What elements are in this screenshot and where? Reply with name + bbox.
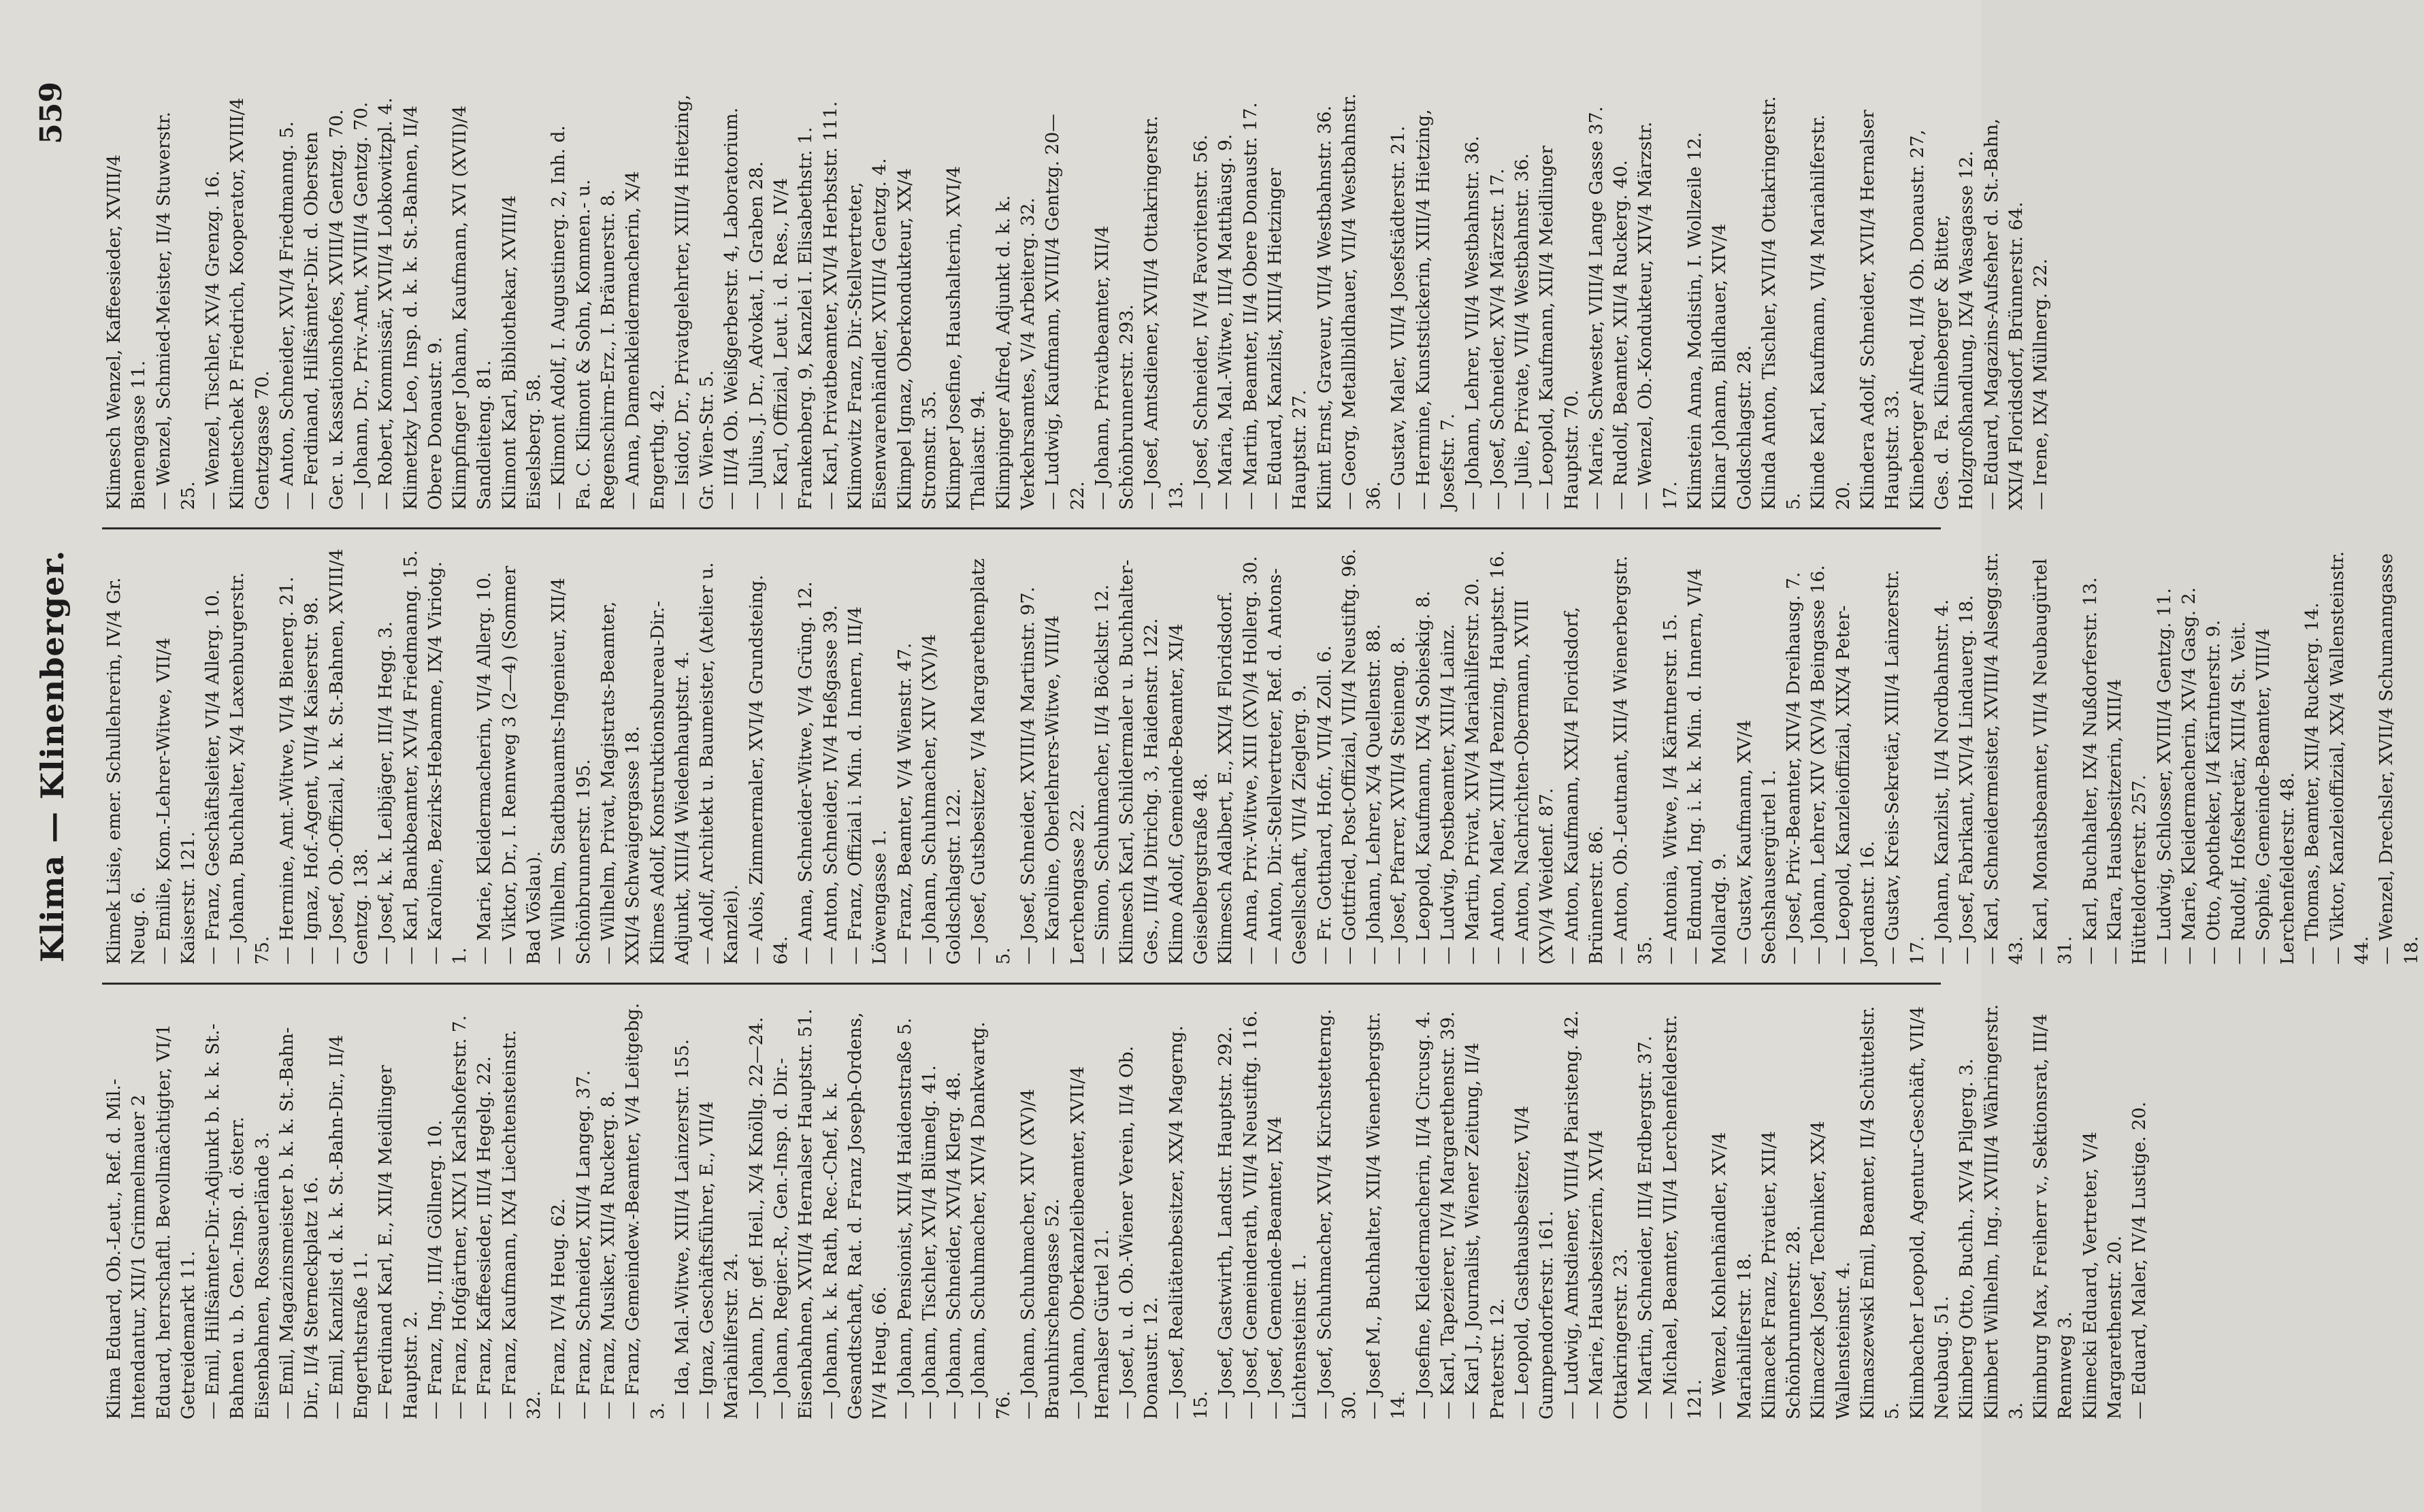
- directory-entry: — Johann, Tischler, XVI/4 Blümelg. 41.: [918, 1065, 940, 1419]
- directory-entry: — Emilie, Kom.-Lehrer-Witwe, VII/4 Kaiserstr. 121.: [152, 637, 199, 965]
- directory-entry: — Franz, Hofgärtner, XIX/1 Karlshoferstr. 7.: [449, 1015, 471, 1419]
- directory-entry: Klimesch Karl, Schildermaler u. Buchhalter-Ges., III/4 Ditrichg. 3, Haidenstr. 122.: [1116, 559, 1162, 965]
- directory-entry: Eduard, herrschaftl. Bevollmächtigter, VI/1 Getreidemarkt 11.: [152, 1023, 199, 1419]
- directory-entry: Klimes Adolf, Konstruktionsbureau-Dir.-Adjunkt, XIII/4 Wiedenhauptstr. 4.: [646, 600, 693, 965]
- directory-entry: — Karl, Privatbeamter, XVI/4 Herbststr. 111.: [819, 101, 841, 510]
- directory-entry: — Gottfried, Post-Offizial, VII/4 Neustiftg. 96.: [1338, 548, 1360, 965]
- directory-entry: — Eduard, Kanzlist, XIII/4 Hietzinger Hauptstr. 27.: [1264, 167, 1311, 510]
- directory-entry: Klimesch Wenzel, Kaffeesieder, XVIII/4 Bienengasse 11.: [103, 154, 150, 510]
- directory-entry: — Franz, IV/4 Heug. 62.: [548, 1198, 570, 1419]
- directory-entry: — Johann, Privatbeamter, XII/4 Schönbrunnerstr. 293.: [1091, 225, 1138, 510]
- directory-entry: Klimowitz Franz, Dir.-Stellvertreter, Eisenwarenhändler, XVIII/4 Gentzg. 4.: [844, 158, 891, 510]
- directory-entry: — Wenzel, Ob.-Kondukteur, XIV/4 Märzstr. 17.: [1635, 121, 1681, 510]
- directory-entry: — Franz, Beamter, V/4 Wienstr. 47.: [894, 642, 915, 965]
- directory-entry: — Josef M., Buchhalter, XII/4 Wienerbergstr. 14.: [1363, 1011, 1409, 1419]
- directory-entry: — Julie, Private, VII/4 Westbahnstr. 36.: [1511, 153, 1533, 510]
- directory-entry: — Wenzel, Kohlenhändler, XV/4 Mariahilferstr. 18.: [1709, 1132, 1755, 1419]
- directory-entry: — Ludwig, Postbeamter, XIII/4 Lainz.: [1437, 623, 1459, 965]
- column-1: [102, 985, 2150, 1437]
- directory-entry: — Karl, Buchhalter, IX/4 Nußdorferstr. 13.: [2079, 577, 2101, 965]
- columns: [102, 75, 2422, 1437]
- directory-entry: — Josef, Ob.-Offizial, k. k. St.-Bahnen, XVIII/4 Gentzg. 138.: [325, 548, 372, 965]
- directory-entry: — Ferdinand, Hilfsämter-Dir. d. Obersten Ger. u. Kassationshofes, XVIII/4 Gentzg. 70.: [301, 109, 347, 510]
- directory-entry: — Karoline, Bezirks-Hebamme, IX/4 Viriotg. 1.: [424, 561, 471, 965]
- directory-entry: — Ignaz, Geschäftsführer, E., VII/4 Mariahilferstr. 24.: [696, 1101, 742, 1419]
- directory-entry: — Leopold, Kaufmann, IX/4 Sobieskig. 8.: [1412, 590, 1434, 965]
- directory-entry: — Wenzel, Drechsler, XVII/4 Schumanngasse 18.: [2376, 553, 2422, 965]
- directory-entry: — Julius, J. Dr., Advokat, I. Graben 28.: [745, 161, 767, 510]
- directory-entry: — Fr. Gotthard, Hofr., VII/4 Zoll. 6.: [1313, 645, 1335, 965]
- directory-entry: — Hermine, Amt.-Witwe, VI/4 Bienerg. 21.: [276, 576, 298, 965]
- directory-entry: — Klimont Adolf, I. Augustinerg. 2, Inh. d. Fa. C. Klimont & Sohn, Kommen.- u. Regenschirm-Erz., I. Bräunerstr. 8.: [548, 125, 619, 510]
- directory-entry: — Josef, Gastwirth, Landstr. Hauptstr. 292.: [1215, 1026, 1236, 1419]
- page-title: Klima — Klinenberger.: [34, 549, 71, 963]
- directory-entry: — Johann, Lehrer, X/4 Quellenstr. 88.: [1363, 623, 1385, 965]
- directory-entry: — Leopold, Gasthausbesitzer, VI/4 Gumpendorferstr. 161.: [1511, 1105, 1558, 1419]
- directory-entry: Klindera Adolf, Schneider, XVII/4 Hernalser Hauptstr. 33.: [1857, 110, 1903, 510]
- directory-entry: — Josef, Gutsbesitzer, V/4 Margarethenplatz 5.: [968, 558, 1014, 965]
- directory-entry: — Wilhelm, Stadtbauamts-Ingenieur, XII/4 Schönbrunnerstr. 195.: [548, 577, 594, 965]
- directory-entry: — Ferdinand Karl, E., XII/4 Meidlinger Hauptstr. 2.: [375, 1065, 421, 1419]
- directory-entry: — Josef, Realitätenbesitzer, XX/4 Magerng. 15.: [1165, 1025, 1212, 1419]
- directory-entry: — Marie, Kleidermacherin, VI/4 Allerg. 10.: [474, 572, 495, 965]
- directory-entry: — Simon, Schuhmacher, II/4 Böcklstr. 12.: [1091, 584, 1113, 965]
- directory-entry: — Gustav, Kreis-Sekretär, XIII/4 Lainzerstr. 17.: [1882, 570, 1928, 965]
- directory-entry: — Johann, Lehrer, VII/4 Westbahnstr. 36.: [1462, 135, 1484, 510]
- directory-entry: — Emil, Kanzlist d. k. k. St.-Bahn-Dir., II/4 Engerthstraße 11.: [325, 1034, 372, 1419]
- directory-entry: — Josef, Schneider, XVIII/4 Martinstr. 97.: [1017, 587, 1038, 965]
- directory-entry: — Ludwig, Kaufmann, XVIII/4 Gentzg. 20—22.: [1042, 114, 1088, 510]
- directory-entry: — Antonia, Witwe, I/4 Kärntnerstr. 15.: [1659, 613, 1681, 965]
- directory-entry: — Georg, Metallbildhauer, VII/4 Westbahnstr. 36.: [1338, 93, 1385, 510]
- directory-entry: — Josef, Priv.-Beamter, XIV/4 Dreihausg. 7.: [1783, 572, 1805, 965]
- directory-entry: — Leopold, Kaufmann, XII/4 Meidlinger Hauptstr. 70.: [1536, 145, 1582, 510]
- directory-entry: — Otto, Apotheker, I/4 Kärntnerstr. 9.: [2203, 619, 2225, 965]
- directory-entry: — Johann, Schuhmacher, XIV/4 Dankwartg. 76.: [968, 1021, 1014, 1419]
- directory-entry: — Anton, Kaufmann, XXI/4 Floridsdorf, Brünnerstr. 86.: [1560, 606, 1607, 965]
- directory-entry: — Robert, Kommissär, XVII/4 Lobkowitzpl. 4.: [375, 97, 397, 510]
- directory-entry: Klima Eduard, Ob.-Leut., Ref. d. Mil.-Intendantur, XII/1 Grimmelmauer 2: [103, 1079, 150, 1419]
- directory-entry: — Anna, Schneider-Witwe, V/4 Grüng. 12.: [795, 581, 817, 965]
- directory-entry: — Marie, Hausbesitzerin, XVI/4 Ottakringerstr. 23.: [1585, 1130, 1632, 1419]
- directory-entry: — Eduard, Maler, IV/4 Lustige. 20.: [2129, 1101, 2150, 1419]
- directory-entry: — Franz, Ing., III/4 Göllnerg. 10.: [424, 1119, 446, 1419]
- directory-entry: — Johann, Kanzlist, II/4 Nordbahnstr. 4.: [1931, 599, 1952, 965]
- directory-entry: Klimpfinger Johann, Kaufmann, XVI (XVII)/4 Sandleiteng. 81.: [449, 105, 495, 510]
- directory-entry: — Karoline, Oberlehrers-Witwe, VIII/4 Lerchengasse 22.: [1042, 615, 1088, 965]
- directory-entry: — Ida, Mal.-Witwe, XIII/4 Lainzerstr. 155.: [671, 1038, 693, 1419]
- directory-entry: — Marie, Schwester, VIII/4 Lange Gasse 37.: [1585, 106, 1607, 510]
- directory-entry: — Josef, Schneider, IV/4 Favoritenstr. 56.: [1190, 134, 1212, 510]
- directory-entry: Klimek Lisie, emer. Schullehrerin, IV/4 Gr. Neug. 6.: [103, 577, 150, 965]
- directory-entry: — Johann, Schuhmacher, XIV (XV)/4 Braunhirschengasse 52.: [1017, 1088, 1064, 1419]
- directory-entry: — Eduard, Magazins-Aufseher d. St.-Bahn, XXI/4 Floridsdorf, Brünnerstr. 64.: [1980, 118, 2027, 510]
- directory-entry: Klimesch Adalbert, E., XXI/4 Floridsdorf.: [1215, 591, 1236, 965]
- directory-entry: Klimecki Eduard, Vertreter, V/4 Margarethenstr. 20.: [2079, 1132, 2126, 1419]
- directory-entry: — Hermine, Kunststickerin, XIII/4 Hietzing, Josefstr. 7.: [1412, 109, 1459, 510]
- directory-entry: — Johann, Regier.-R., Gen.-Insp. d. Dir.-Eisenbahnen, XVII/4 Hernalser Hauptstr. 51.: [770, 1008, 817, 1419]
- directory-entry: — Johann, Pensionist, XII/4 Haidenstraße 5.: [894, 1017, 915, 1419]
- directory-entry: — Karl, Schneidermeister, XVIII/4 Alsegg.str. 43.: [1980, 552, 2027, 965]
- directory-entry: — Anton, Schneider, XVI/4 Friedmanng. 5.: [276, 121, 298, 510]
- directory-entry: Klimbacher Leopold, Agentur-Geschäft, VII/4 Neubaug. 51.: [1906, 1006, 1952, 1419]
- directory-entry: — Ignaz, Hof.-Agent, VII/4 Kaiserstr. 98.: [301, 596, 323, 965]
- directory-entry: — Franz, Kaufmann, IX/4 Liechtensteinstr. 32.: [498, 1030, 545, 1419]
- directory-entry: — Johann, Dr., Priv.-Amt, XVIII/4 Gentzg. 70.: [350, 101, 372, 510]
- directory-entry: — Viktor, Kanzleioffizial, XX/4 Wallensteinstr. 44.: [2326, 550, 2373, 965]
- directory-entry: — Josef, u. d. Ob.-Wiener Verein, II/4 Ob. Donaustr. 12.: [1116, 1046, 1162, 1419]
- directory-entry: — Anton, Schneider, IV/4 Heßgasse 39.: [819, 604, 841, 965]
- directory-entry: — Gustav, Kaufmann, XV/4 Sechshausergürtel 1.: [1733, 719, 1780, 965]
- directory-entry: — Emil, Magazinsmeister b. k. k. St.-Bahn-Dir., II/4 Sterneckplatz 16.: [276, 1027, 323, 1419]
- directory-entry: — Wenzel, Schmied-Meister, II/4 Stuwerstr. 25.: [152, 112, 199, 510]
- directory-entry: — Anna, Priv.-Witwe, XIII (XV)/4 Hollerg. 30.: [1239, 556, 1261, 965]
- directory-entry: — Gustav, Maler, VII/4 Josefstädterstr. 21.: [1388, 125, 1409, 510]
- directory-entry: — Franz, Offizial i. Min. d. Innern, III/4 Löwengasse 1.: [844, 606, 891, 965]
- directory-entry: — Martin, Beamter, II/4 Obere Donaustr. 17.: [1239, 102, 1261, 510]
- directory-entry: — Johann, Schuhmacher, XIV (XV)/4 Goldschlagstr. 122.: [918, 634, 965, 965]
- page-header: [27, 82, 88, 1430]
- directory-entry: Klimpel Ignaz, Oberkondukteur, XX/4 Stromstr. 35.: [894, 168, 940, 510]
- directory-entry: — Josef, Gemeinde-Beamter, IX/4 Lichtensteinstr. 1.: [1264, 1116, 1311, 1419]
- directory-entry: — Johann, Buchhalter, X/4 Laxenburgerstr. 75.: [227, 572, 273, 965]
- directory-entry: — Adolf, Architekt u. Baumeister, (Atelier u. Kanzlei).: [696, 562, 742, 965]
- directory-entry: — Josef, Amtsdiener, XVII/4 Ottakringerstr. 13.: [1141, 115, 1187, 510]
- directory-entry: — Josef, k. k. Leibjäger, III/4 Hegg. 3.: [375, 621, 397, 965]
- directory-entry: — Franz, Gemeindew.-Beamter, V/4 Leitgebg. 3.: [622, 1002, 668, 1419]
- directory-entry: — Ludwig, Schlosser, XVIII/4 Gentzg. 11.: [2153, 588, 2175, 965]
- directory-entry: — Anton, Ob.-Leutnant, XII/4 Wienerbergstr. 35.: [1610, 555, 1656, 965]
- directory-entry: Klimetschek P. Friedrich, Kooperator, XVIII/4 Gentzgasse 70.: [227, 97, 273, 510]
- directory-entry: — Anna, Damenkleidermacherin, X/4 Engerthg. 42.: [622, 171, 668, 510]
- directory-entry: — Karl, Bankbeamter, XVI/4 Friedmanng. 15.: [399, 550, 421, 965]
- directory-entry: Klinda Anton, Tischler, XVII/4 Ottakringerstr. 5.: [1758, 96, 1805, 510]
- directory-entry: — Sophie, Gemeinde-Beamter, VIII/4 Lerchenfelderstr. 48.: [2252, 628, 2299, 965]
- directory-entry: Klimburg Max, Freiherr v., Sektionsrat, III/4 Rennweg 3.: [2030, 1013, 2076, 1419]
- directory-entry: — Viktor, Dr., I. Rennweg 3 (2—4) (Sommer Bad Vöslau).: [498, 565, 545, 965]
- column-3: [102, 75, 2052, 529]
- directory-entry: — Rudolf, Beamter, XII/4 Ruckerg. 40.: [1610, 160, 1632, 510]
- directory-entry: — Martin, Schneider, III/4 Erdbergstr. 37.: [1635, 1036, 1656, 1419]
- directory-entry: — Franz, Musiker, XII/4 Ruckerg. 8.: [597, 1090, 619, 1419]
- directory-entry: — Josef, Schuhmacher, XVI/4 Kirchstetterng. 30.: [1313, 1008, 1360, 1419]
- directory-entry: — Josefine, Kleidermacherin, II/4 Circusg. 4.: [1412, 1010, 1434, 1419]
- directory-entry: — Anton, Nachrichten-Obermann, XVIII (XV)/4 Weidenf. 87.: [1511, 599, 1558, 965]
- directory-entry: Klimstein Anna, Modistin, I. Wollzeile 12.: [1684, 131, 1705, 510]
- directory-entry: — Anton, Maler, XIII/4 Penzing, Hauptstr. 16.: [1486, 550, 1508, 965]
- directory-entry: — Martin, Privat, XIV/4 Mariahilferstr. 20.: [1462, 578, 1484, 965]
- directory-entry: — Isidor, Dr., Privatgelehrter, XIII/4 Hietzing, Gr. Wien-Str. 5.: [671, 94, 718, 510]
- directory-entry: — Leopold, Kanzleioffizial, XIX/4 Peter-Jordanstr. 16.: [1832, 605, 1879, 965]
- directory-entry: — Emil, Hilfsämter-Dir.-Adjunkt b. k. k. St.-Bahnen u. b. Gen.-Insp. d. österr. Eisenbahnen, Rossauerlände 3.: [202, 1023, 273, 1419]
- directory-entry: Klimberg Otto, Buchh., XV/4 Pilgerg. 3.: [1956, 1058, 1978, 1419]
- directory-entry: Klimpinger Alfred, Adjunkt d. k. k. Verkehrsamtes, V/4 Arbeiterg. 32.: [992, 195, 1038, 510]
- directory-entry: Klimt Ernst, Graveur, VII/4 Westbahnstr. 36.: [1313, 105, 1335, 510]
- directory-entry: — Michael, Beamter, VII/4 Lerchenfelderstr. 121.: [1659, 1015, 1705, 1419]
- directory-entry: — Wilhelm, Privat, Magistrats-Beamter, XXI/4 Schwaigergasse 18.: [597, 601, 644, 965]
- directory-entry: Klimo Adolf, Gemeinde-Beamter, XI/4 Geiselbergstraße 48.: [1165, 623, 1212, 965]
- directory-entry: Klimetzky Leo, Insp. d. k. k. St.-Bahnen, II/4 Obere Donaustr. 9.: [399, 105, 446, 510]
- directory-entry: — Karl J., Journalist, Wiener Zeitung, II/4 Praterstr. 12.: [1462, 1042, 1508, 1419]
- directory-entry: — Thomas, Beamter, XII/4 Ruckerg. 14.: [2302, 602, 2323, 965]
- directory-entry: Klimaszewski Emil, Beamter, II/4 Schüttelstr. 5.: [1857, 1006, 1903, 1419]
- directory-entry: — Franz, Schneider, XII/4 Langeg. 37.: [572, 1070, 594, 1419]
- directory-entry: — Marie, Kleidermacherin, XV/4 Gasg. 2.: [2178, 587, 2199, 965]
- directory-entry: — Ludwig, Amtsdiener, VIII/4 Piaristeng. 42.: [1560, 1010, 1582, 1419]
- directory-entry: — Johann, Oberkanzleibeamter, XVII/4 Hernalser Gürtel 21.: [1066, 1066, 1113, 1419]
- column-2: [102, 529, 2422, 984]
- directory-entry: — Alois, Zimmermaler, XVI/4 Grundsteing. 64.: [745, 574, 792, 965]
- directory-entry: — Wenzel, Tischler, XV/4 Grenzg. 16.: [202, 170, 224, 510]
- directory-entry: — Karl, Monatsbeamter, VII/4 Neubaugürtel 31.: [2030, 558, 2076, 965]
- directory-entry: — Franz, Geschäftsleiter, VI/4 Allerg. 10.: [202, 589, 224, 965]
- directory-entry: Klimacek Franz, Privatier, XII/4 Schönbrunnerstr. 28.: [1758, 1130, 1805, 1419]
- directory-entry: — Johann, Dr. gef. Heil., X/4 Knöllg. 22—24.: [745, 1017, 767, 1419]
- directory-entry: — Klara, Hausbesitzerin, XIII/4 Hütteldorferstr. 257.: [2104, 678, 2150, 965]
- page-number: 559: [34, 82, 69, 144]
- directory-entry: Klineberger Alfred, II/4 Ob. Donaustr. 27, Ges. d. Fa. Klineberger & Bitter, Holzgroßhandlung, IX/4 Wasagasse 12.: [1906, 129, 1978, 510]
- directory-entry: Klimper Josefine, Haushalterin, XVI/4 Thaliastr. 94.: [943, 166, 989, 510]
- directory-entry: — Johann, k. k. Rath, Rec.-Chef, k. k. Gesandtschaft, Rat. d. Franz Joseph-Ordens, IV/4 Heug. 66.: [819, 1012, 891, 1419]
- directory-entry: — Edmund, Ing. i. k. k. Min. d. Innern, VI/4 Mollardg. 9.: [1684, 568, 1731, 965]
- directory-entry: — Rudolf, Hofsekretär, XIII/4 St. Veit.: [2227, 621, 2249, 965]
- directory-entry: — Irene, IX/4 Müllnerg. 22.: [2030, 258, 2052, 510]
- directory-entry: — Josef, Pfarrer, XVII/4 Steineng. 8.: [1388, 636, 1409, 965]
- directory-entry: — Franz, Kaffeesieder, III/4 Hegelg. 22.: [474, 1056, 495, 1419]
- directory-entry: — Maria, Mal.-Witwe, III/4 Matthäusg. 9.: [1215, 133, 1236, 510]
- directory-entry: — Karl, Tapezierer, IV/4 Margarethenstr. 39.: [1437, 1011, 1459, 1419]
- directory-entry: Klimont Karl, Bibliothekar, XVIII/4 Eiselsberg. 58.: [498, 195, 545, 510]
- directory-entry: — Johann, Lehrer, XIV (XV)/4 Beingasse 16.: [1807, 565, 1829, 965]
- directory-entry: Klinde Karl, Kaufmann, VI/4 Mariahilferstr. 20.: [1807, 114, 1854, 510]
- directory-entry: — Josef, Schneider, XV/4 Märzstr. 17.: [1486, 168, 1508, 510]
- directory-entry: Klimaczek Josef, Techniker, XX/4 Wallensteinstr. 4.: [1807, 1121, 1854, 1419]
- directory-entry: — Josef, Gemeinderath, VII/4 Neustiftg. 116.: [1239, 1010, 1261, 1419]
- directory-entry: — Josef, Fabrikant, XVI/4 Lindauerg. 18.: [1956, 595, 1978, 965]
- directory-entry: — Johann, Schneider, XVI/4 Klerg. 48.: [943, 1071, 965, 1419]
- directory-entry: — III/4 Ob. Weißgerberstr. 4, Laboratorium.: [721, 107, 742, 510]
- directory-entry: — Anton, Dir.-Stellvertreter, Ref. d. Antons-Gesellschaft, VII/4 Zieglerg. 9.: [1264, 568, 1311, 965]
- directory-entry: Klinar Johann, Bildhauer, XIV/4 Goldschlagstr. 28.: [1709, 223, 1755, 510]
- directory-entry: Klimbert Wilhelm, Ing., XVIII/4 Währingerstr. 3.: [1980, 1004, 2027, 1419]
- directory-entry: — Karl, Offizial, Leut. i. d. Res., IV/4 Frankenberg. 9, Kanzlei I. Elisabethstr. 1.: [770, 127, 817, 510]
